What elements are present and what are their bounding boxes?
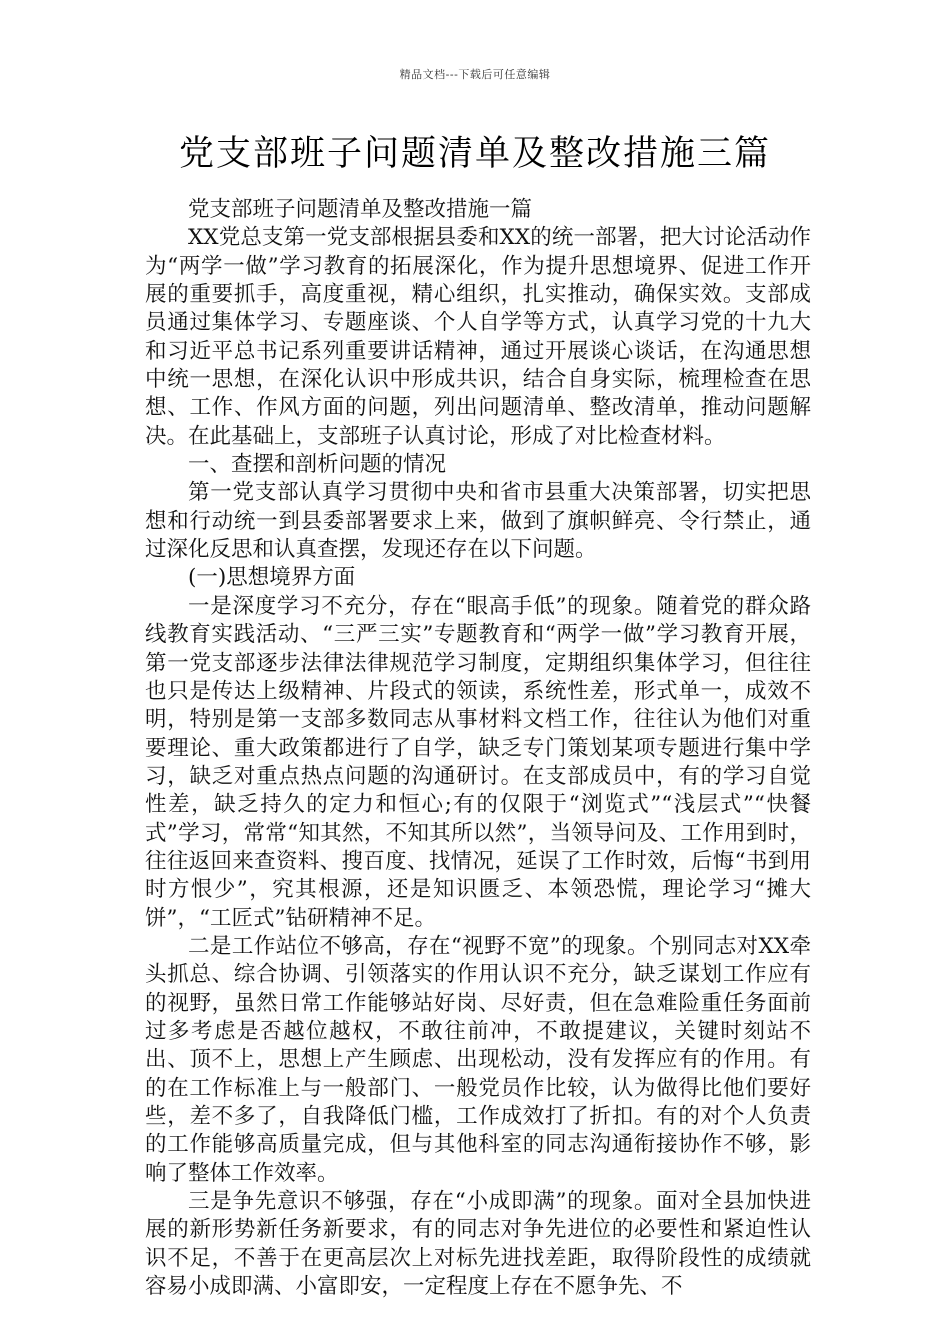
body-paragraph: 二是工作站位不够高，存在“视野不宽”的现象。个别同志对XX牵头抓总、综合协调、引领落实的作用认识不充分，缺乏谋划工作应有的视野，虽然日常工作能够站好岗、尽好责，但在急难险重任务面前过多考虑是否越位越权，不敢往前冲，不敢提建议，关键时刻站不出、顶不上，思想上产生顾虑、出现松动，没有发挥应有的作用。有的在工作标准上与一般部门、一般党员作比较，认为做得比他们要好些，差不多了，自我降低门槛，工作成效打了折扣。有的对个人负责的工作能够高质量完成，但与其他科室的同志沟通衔接协作不够，影响了整体工作效率。 (145, 933, 811, 1186)
document-title: 党支部班子问题清单及整改措施三篇 (178, 134, 771, 174)
document-body (145, 196, 811, 1301)
body-paragraph: 三是争先意识不够强，存在“小成即满”的现象。面对全县加快进展的新形势新任务新要求，有的同志对争先进位的必要性和紧迫性认识不足，不善于在更高层次上对标先进找差距，取得阶段性的成绩就容易小成即满、小富即安，一定程度上存在不愿争先、不 (145, 1189, 811, 1300)
section-heading: 一、查摆和剖析问题的情况 (188, 452, 447, 478)
header-note: 精品文档---下载后可任意编辑 (399, 68, 551, 81)
body-paragraph: 一是深度学习不充分，存在“眼高手低”的现象。随着党的群众路线教育实践活动、“三严三实”专题教育和“两学一做”学习教育开展，第一党支部逐步法律法律规范学习制度，定期组织集体学习，但往往也只是传达上级精神、片段式的领读，系统性差，形式单一，成效不明，特别是第一支部多数同志从事材料文档工作，往往认为他们对重要理论、重大政策都进行了自学，缺乏专门策划某项专题进行集中学习，缺乏对重点热点问题的沟通研讨。在支部成员中，有的学习自觉性差，缺乏持久的定力和恒心;有的仅限于“浏览式”“浅层式”“快餐式”学习，常常“知其然，不知其所以然”，当领导问及、工作用到时，往往返回来查资料、搜百度、找情况，延误了工作时效，后悔“书到用时方恨少”，究其根源，还是知识匮乏、本领恐慌，理论学习“摊大饼”，“工匠式”钻研精神不足。 (145, 593, 811, 931)
intro-paragraph: XX党总支第一党支部根据县委和XX的统一部署，把大讨论活动作为“两学一做”学习教育的拓展深化，作为提升思想境界、促进工作开展的重要抓手，高度重视，精心组织，扎实推动，确保实效。支部成员通过集体学习、专题座谈、个人自学等方式，认真学习党的十九大和习近平总书记系列重要讲话精神，通过开展谈心谈话，在沟通思想中统一思想，在深化认识中形成共识，结合自身实际，梳理检查在思想、工作、作风方面的问题，列出问题清单、整改清单，推动问题解决。在此基础上，支部班子认真讨论，形成了对比检查材料。 (145, 225, 811, 449)
body-paragraph: 第一党支部认真学习贯彻中央和省市县重大决策部署，切实把思想和行动统一到县委部署要求上来，做到了旗帜鲜亮、令行禁止，通过深化反思和认真查摆，发现还存在以下问题。 (145, 480, 811, 563)
subsection-heading: (一)思想境界方面 (188, 565, 356, 591)
subtitle-paragraph: 党支部班子问题清单及整改措施一篇 (188, 197, 533, 222)
